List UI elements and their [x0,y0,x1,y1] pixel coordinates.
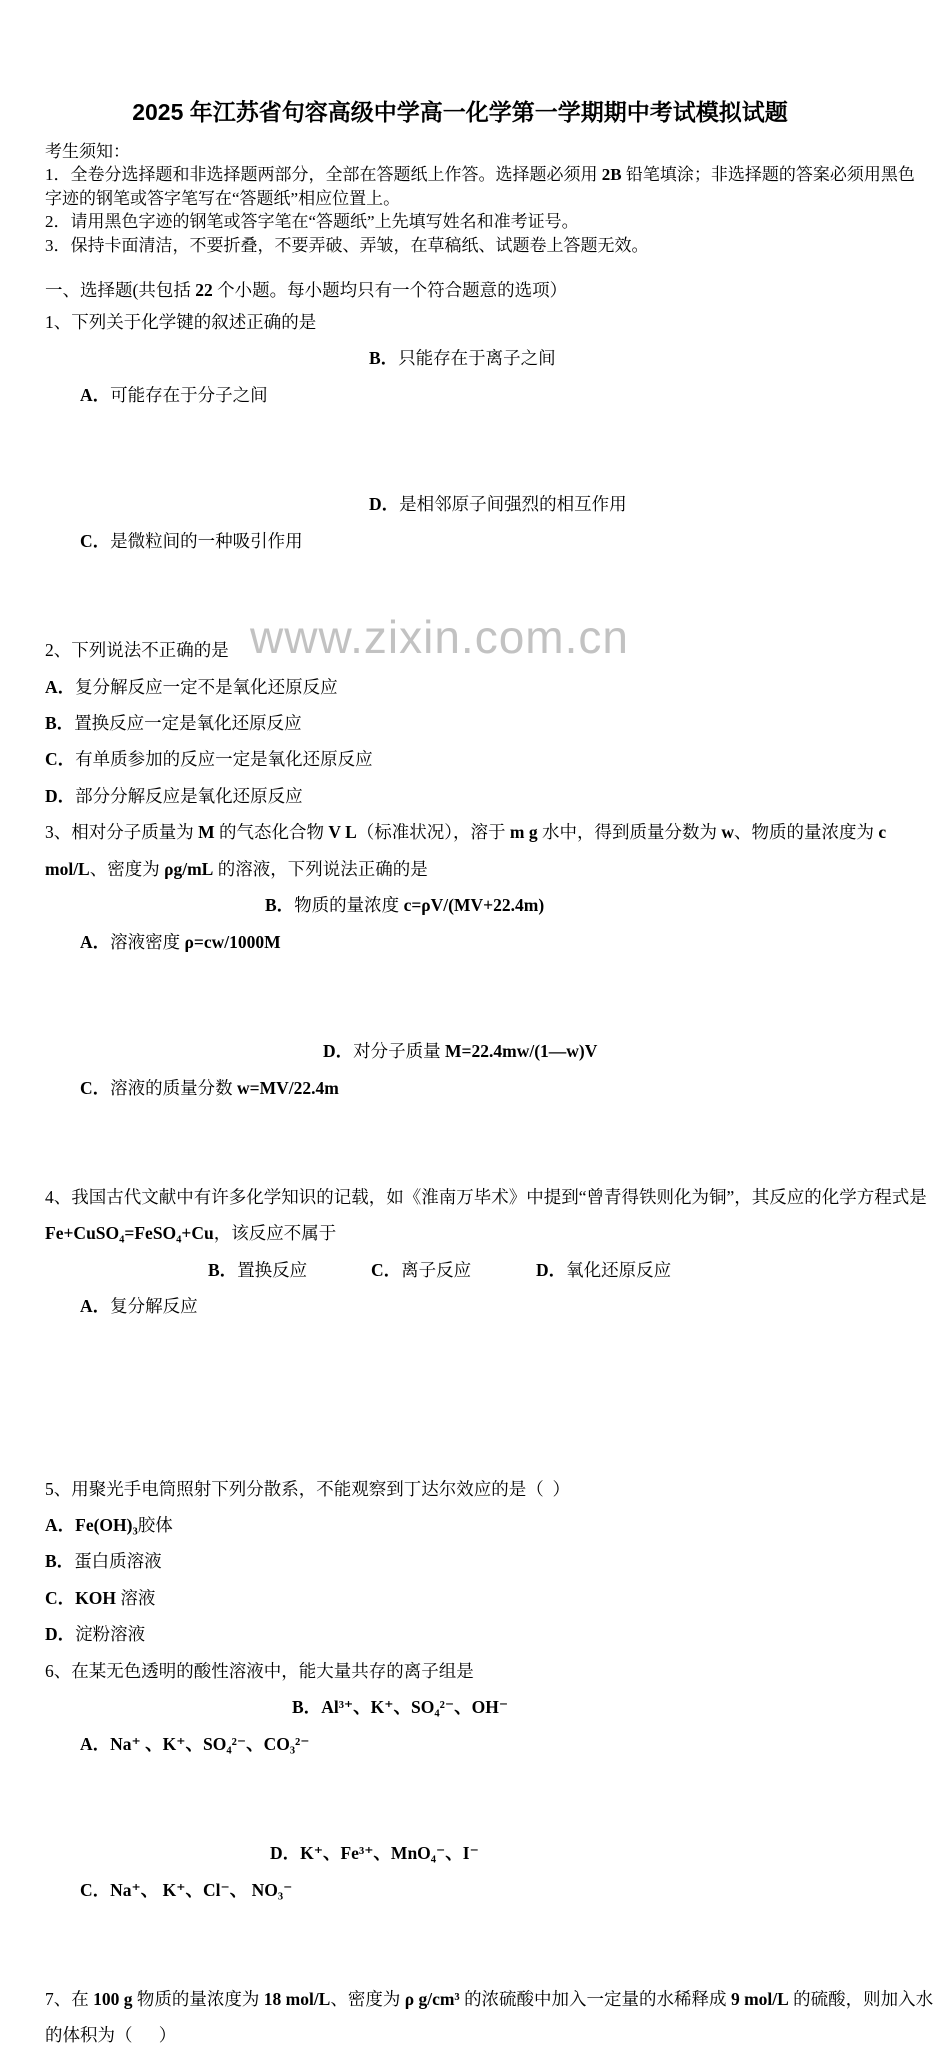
notice-line-1b: 字迹的钢笔或答字笔写在“答题纸”相应位置上。 [45,188,401,208]
q4-stem-line-2: Fe+CuSO₄=FeSO₄+Cu，该反应不属于 [45,1223,337,1244]
q5-option-a: A．Fe(OH)₃胶体 [45,1514,173,1535]
watermark: www.zixin.com.cn [250,611,629,663]
q1-stem: 1、下列关于化学键的叙述正确的是 [45,312,317,333]
q2-option-c: C．有单质参加的反应一定是氧化还原反应 [45,749,373,770]
q5-option-b: B．蛋白质溶液 [45,1551,162,1572]
q4-option-c: C．离子反应 [371,1259,472,1280]
section-heading: 一、选择题(共包括 22 个小题。每小题均只有一个符合题意的选项） [45,280,568,301]
notice-line-3: 3．保持卡面清洁，不要折叠，不要弄破、弄皱，在草稿纸、试题卷上答题无效。 [45,235,649,255]
q6-option-a: A．Na⁺ 、K⁺、SO₄²⁻、CO₃²⁻ [80,1733,310,1754]
q1-option-d: D．是相邻原子间强烈的相互作用 [369,494,627,515]
q3-option-a: A．溶液密度 ρ=cw/1000M [80,931,281,952]
q4-option-d: D．氧化还原反应 [536,1259,672,1280]
q3-stem-line-2: mol/L、密度为 ρg/mL 的溶液，下列说法正确的是 [45,858,428,879]
q4-options-row [45,1252,880,1471]
notice-line-2: 2．请用黑色字迹的钢笔或答字笔在“答题纸”上先填写姓名和准考证号。 [45,212,579,232]
q7-stem-line-2: 的体积为（ ） [45,2025,177,2046]
q5-stem: 5、用聚光手电筒照射下列分散系，不能观察到丁达尔效应的是（ ） [45,1478,570,1499]
page-title: 2025 年江苏省句容高级中学高一化学第一学期期中考试模拟试题 [132,99,788,125]
q3-options-row-1 [45,887,880,1033]
q4-option-b: B．置换反应 [208,1259,308,1280]
q4-stem-line-1: 4、我国古代文献中有许多化学知识的记载，如《淮南万毕术》中提到“曾青得铁则化为铜”，其反应的化学方程式是 [45,1186,927,1207]
q5-option-d: D．淀粉溶液 [45,1624,146,1645]
q4-option-a: A．复分解反应 [80,1296,198,1317]
q1-options-row-2 [45,486,880,632]
q3-option-c: C．溶液的质量分数 w=MV/22.4m [80,1077,339,1098]
q2-option-b: B．置换反应一定是氧化还原反应 [45,713,302,734]
q6-option-d: D．K⁺、Fe³⁺、MnO₄⁻、I⁻ [270,1843,479,1864]
q6-option-b: B．Al³⁺、K⁺、SO₄²⁻、OH⁻ [292,1697,509,1718]
q1-option-b: B．只能存在于离子之间 [369,348,556,369]
q6-options-row-1 [45,1689,880,1835]
q6-stem: 6、在某无色透明的酸性溶液中，能大量共存的离子组是 [45,1660,474,1681]
q3-options-row-2 [45,1033,880,1179]
questions-section [45,276,933,2054]
q3-stem-line-1: 3、相对分子质量为 M 的气态化合物 V L（标准状况），溶于 m g 水中，得到质量分数为 w、物质的量浓度为 c [45,822,887,843]
content [45,140,933,2054]
notice-heading: 考生须知： [45,142,130,161]
q3-option-d: D．对分子质量 M=22.4mw/(1—w)V [323,1041,598,1062]
q2-stem: 2、下列说法不正确的是 [45,640,229,661]
q6-options-row-2 [45,1835,880,1981]
q1-option-a: A．可能存在于分子之间 [80,384,268,405]
notice-block [45,140,915,257]
q6-option-c: C．Na⁺、 K⁺、Cl⁻、 NO₃⁻ [80,1879,293,1900]
notice-line-1a: 1．全卷分选择题和非选择题两部分，全部在答题纸上作答。选择题必须用 2B 铅笔填涂；非选择题的答案必须用黑色 [45,165,915,185]
q2-option-a: A．复分解反应一定不是氧化还原反应 [45,676,338,697]
q1-options-row-1 [45,340,880,486]
q5-option-c: C．KOH 溶液 [45,1587,156,1608]
q3-option-b: B．物质的量浓度 c=ρV/(MV+22.4m) [265,895,545,916]
q2-option-d: D．部分分解反应是氧化还原反应 [45,785,303,806]
q7-stem-line-1: 7、在 100 g 物质的量浓度为 18 mol/L、密度为 ρ g/cm³ 的浓硫酸中加入一定量的水稀释成 9 mol/L 的硫酸，则加入水 [45,1988,933,2009]
q1-option-c: C．是微粒间的一种吸引作用 [80,530,303,551]
